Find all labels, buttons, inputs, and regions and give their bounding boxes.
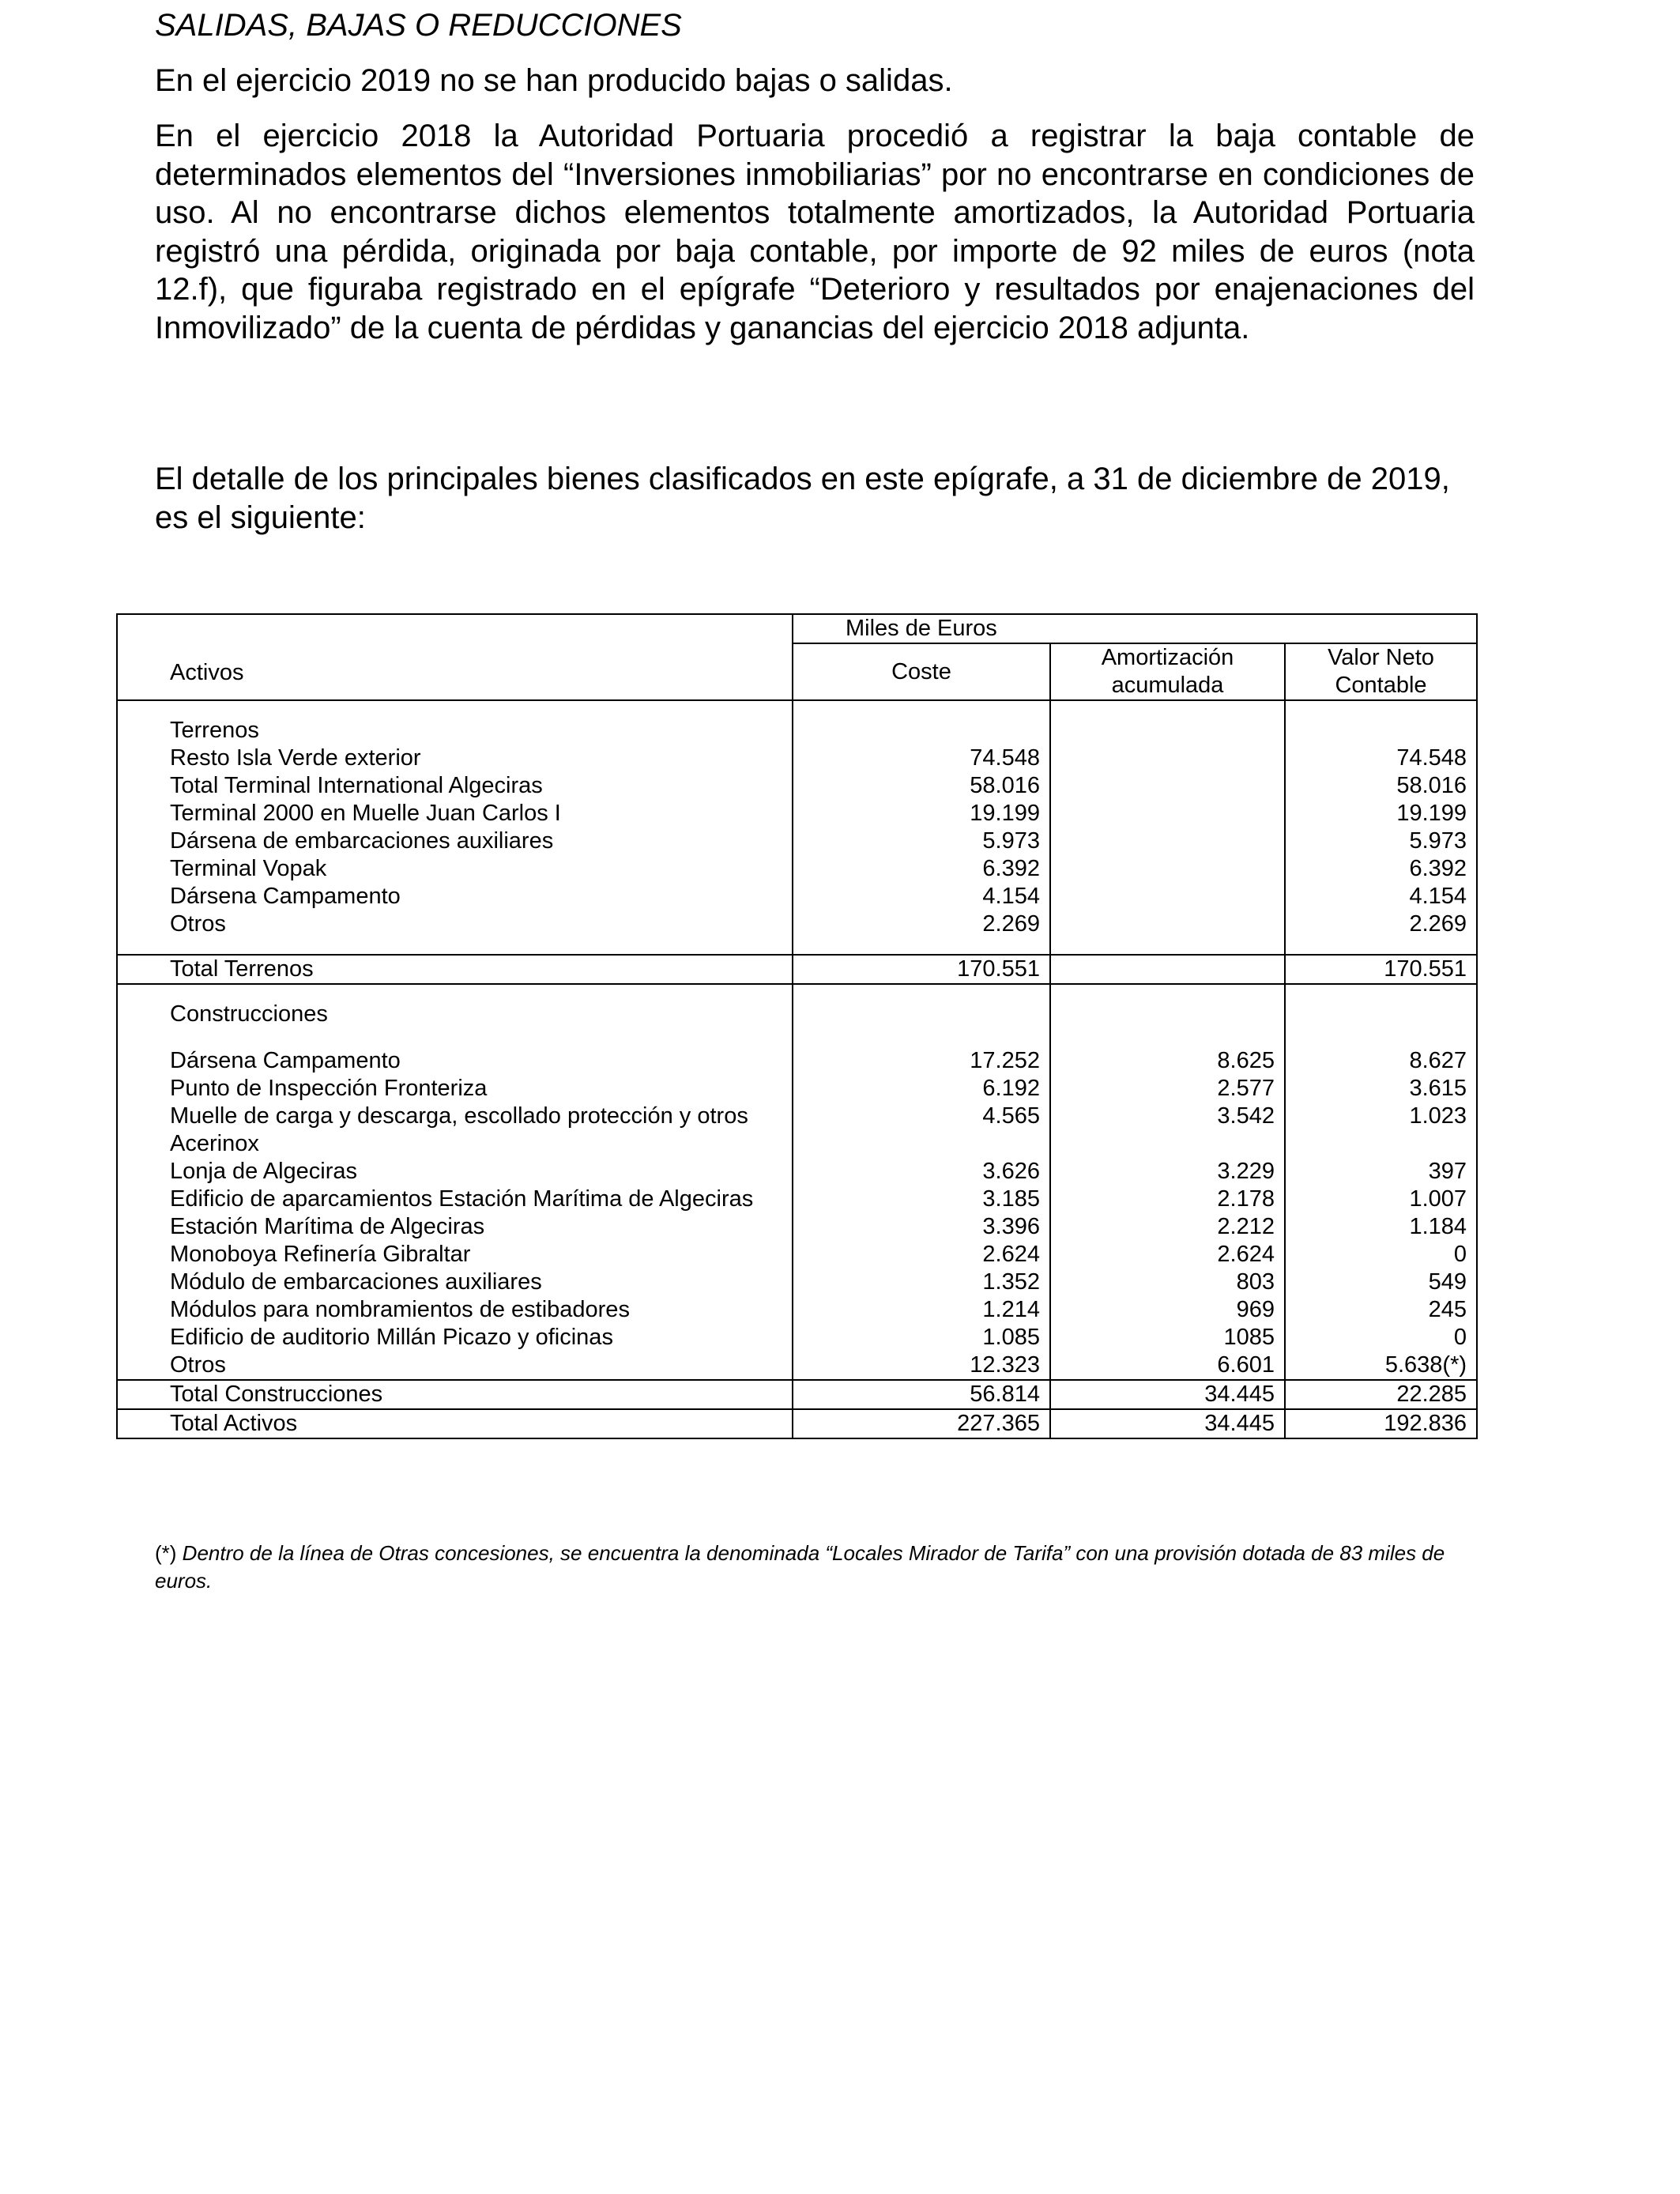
table-body	[117, 700, 1477, 1438]
cell-coste: 2.269	[793, 910, 1050, 938]
cell-coste: 19.199	[793, 800, 1050, 827]
header-activos: Activos	[117, 614, 793, 700]
cell-coste: 3.396	[793, 1213, 1050, 1241]
cell-activo: Terminal Vopak	[117, 855, 793, 883]
cell-coste: 227.365	[793, 1409, 1050, 1438]
cell-activo	[117, 984, 793, 1001]
cell-amortizacion	[1050, 984, 1285, 1001]
cell-coste: 1.214	[793, 1296, 1050, 1324]
cell-coste: 6.192	[793, 1075, 1050, 1103]
cell-activo: Dársena Campamento	[117, 1047, 793, 1075]
paragraph-2018-disposal: En el ejercicio 2018 la Autoridad Portuaria procedió a registrar la baja contable de determinados elementos del “Inversiones inmobiliarias” por no encontrarse en condiciones de uso. Al no encontrarse dichos elementos totalmente amortizados, la Autoridad Portuaria registró una pérdida, originada por baja contable, por importe de 92 miles de euros (nota 12.f), que figuraba registrado en el epígrafe “Deterioro y resultados por enajenaciones del Inmovilizado” de la cuenta de pérdidas y ganancias del ejercicio 2018 adjunta.	[155, 119, 1475, 345]
section-title-row	[117, 717, 1477, 745]
cell-amortizacion	[1050, 1001, 1285, 1028]
cell-activo: Terrenos	[117, 717, 793, 745]
footnote	[155, 1540, 1467, 1595]
spacer-row	[117, 938, 1477, 955]
spacer-row	[117, 984, 1477, 1001]
cell-activo: Terminal 2000 en Muelle Juan Carlos I	[117, 800, 793, 827]
table-row	[117, 1213, 1477, 1241]
cell-valor-neto	[1285, 1028, 1477, 1047]
cell-activo: Estación Marítima de Algeciras	[117, 1213, 793, 1241]
cell-valor-neto	[1285, 938, 1477, 955]
cell-valor-neto: 5.638(*)	[1285, 1351, 1477, 1380]
cell-coste	[793, 1001, 1050, 1028]
table-row	[117, 772, 1477, 800]
cell-amortizacion: 2.178	[1050, 1186, 1285, 1213]
footnote-text: Dentro de la línea de Otras concesiones, se encuentra la denominada “Locales Mirador de Tarifa” con una provisión dotada de 83 miles de euros.	[155, 1541, 1445, 1593]
table-row	[117, 1324, 1477, 1351]
cell-valor-neto: 0	[1285, 1241, 1477, 1269]
cell-coste	[793, 938, 1050, 955]
table-row	[117, 827, 1477, 855]
table-header	[117, 614, 1477, 700]
cell-amortizacion: 3.229	[1050, 1158, 1285, 1186]
cell-coste: 12.323	[793, 1351, 1050, 1380]
cell-activo	[117, 700, 793, 717]
table-row	[117, 1241, 1477, 1269]
cell-activo: Total Activos	[117, 1409, 793, 1438]
cell-valor-neto: 170.551	[1285, 955, 1477, 984]
cell-activo: Construcciones	[117, 1001, 793, 1028]
cell-amortizacion: 34.445	[1050, 1380, 1285, 1409]
section-heading: SALIDAS, BAJAS O REDUCCIONES	[155, 8, 682, 43]
cell-activo: Edificio de aparcamientos Estación Marítima de Algeciras	[117, 1186, 793, 1213]
cell-coste	[793, 984, 1050, 1001]
cell-coste: 58.016	[793, 772, 1050, 800]
grand-total-row	[117, 1409, 1477, 1438]
cell-valor-neto: 0	[1285, 1324, 1477, 1351]
cell-coste: 4.565	[793, 1103, 1050, 1158]
cell-coste: 4.154	[793, 883, 1050, 910]
cell-coste	[793, 1028, 1050, 1047]
table-row	[117, 1351, 1477, 1380]
paragraph-table-intro: El detalle de los principales bienes clasificados en este epígrafe, a 31 de diciembre de 2019, es el siguiente:	[155, 462, 1450, 535]
cell-activo: Total Construcciones	[117, 1380, 793, 1409]
cell-activo: Muelle de carga y descarga, escollado protección y otros Acerinox	[117, 1103, 793, 1158]
cell-coste: 3.185	[793, 1186, 1050, 1213]
cell-activo: Otros	[117, 1351, 793, 1380]
cell-coste: 5.973	[793, 827, 1050, 855]
cell-coste: 56.814	[793, 1380, 1050, 1409]
cell-amortizacion: 2.577	[1050, 1075, 1285, 1103]
cell-amortizacion: 34.445	[1050, 1409, 1285, 1438]
section-title-row	[117, 1001, 1477, 1028]
header-coste: Coste	[793, 643, 1050, 700]
cell-activo: Otros	[117, 910, 793, 938]
cell-amortizacion	[1050, 772, 1285, 800]
cell-valor-neto: 1.023	[1285, 1103, 1477, 1158]
cell-activo: Total Terminal International Algeciras	[117, 772, 793, 800]
cell-valor-neto: 1.007	[1285, 1186, 1477, 1213]
cell-activo: Dársena de embarcaciones auxiliares	[117, 827, 793, 855]
total-row	[117, 955, 1477, 984]
cell-activo: Lonja de Algeciras	[117, 1158, 793, 1186]
cell-coste	[793, 717, 1050, 745]
cell-amortizacion	[1050, 700, 1285, 717]
spacer-row	[117, 1028, 1477, 1047]
cell-valor-neto	[1285, 717, 1477, 745]
cell-activo	[117, 938, 793, 955]
cell-amortizacion	[1050, 717, 1285, 745]
header-amortizacion: Amortización acumulada	[1050, 643, 1285, 700]
total-row	[117, 1380, 1477, 1409]
cell-valor-neto: 549	[1285, 1269, 1477, 1296]
cell-coste: 17.252	[793, 1047, 1050, 1075]
cell-valor-neto: 6.392	[1285, 855, 1477, 883]
cell-activo: Edificio de auditorio Millán Picazo y oficinas	[117, 1324, 793, 1351]
cell-valor-neto: 22.285	[1285, 1380, 1477, 1409]
cell-valor-neto: 1.184	[1285, 1213, 1477, 1241]
header-valor-neto: Valor Neto Contable	[1285, 643, 1477, 700]
cell-valor-neto: 19.199	[1285, 800, 1477, 827]
cell-amortizacion	[1050, 955, 1285, 984]
cell-amortizacion	[1050, 910, 1285, 938]
cell-amortizacion: 1085	[1050, 1324, 1285, 1351]
cell-amortizacion	[1050, 938, 1285, 955]
cell-coste: 1.085	[793, 1324, 1050, 1351]
table-row	[117, 883, 1477, 910]
cell-activo: Punto de Inspección Fronteriza	[117, 1075, 793, 1103]
cell-activo: Monoboya Refinería Gibraltar	[117, 1241, 793, 1269]
cell-amortizacion	[1050, 827, 1285, 855]
cell-amortizacion: 2.212	[1050, 1213, 1285, 1241]
table-row	[117, 1186, 1477, 1213]
cell-amortizacion	[1050, 1028, 1285, 1047]
cell-amortizacion: 2.624	[1050, 1241, 1285, 1269]
table-row	[117, 910, 1477, 938]
table-row	[117, 1047, 1477, 1075]
table-row	[117, 1269, 1477, 1296]
table-row	[117, 1103, 1477, 1158]
cell-activo	[117, 1028, 793, 1047]
cell-valor-neto: 192.836	[1285, 1409, 1477, 1438]
cell-coste: 170.551	[793, 955, 1050, 984]
cell-amortizacion: 969	[1050, 1296, 1285, 1324]
cell-valor-neto	[1285, 984, 1477, 1001]
cell-valor-neto: 245	[1285, 1296, 1477, 1324]
cell-valor-neto: 8.627	[1285, 1047, 1477, 1075]
cell-amortizacion: 6.601	[1050, 1351, 1285, 1380]
cell-amortizacion: 803	[1050, 1269, 1285, 1296]
cell-valor-neto: 397	[1285, 1158, 1477, 1186]
table-row	[117, 1296, 1477, 1324]
paragraph-no-disposals: En el ejercicio 2019 no se han producido bajas o salidas.	[155, 63, 953, 98]
cell-valor-neto: 3.615	[1285, 1075, 1477, 1103]
footnote-mark: (*)	[155, 1541, 177, 1565]
header-miles-de-euros: Miles de Euros	[793, 614, 1477, 643]
table-row	[117, 745, 1477, 772]
cell-valor-neto: 5.973	[1285, 827, 1477, 855]
cell-valor-neto	[1285, 1001, 1477, 1028]
table-row	[117, 800, 1477, 827]
cell-coste: 74.548	[793, 745, 1050, 772]
cell-coste	[793, 700, 1050, 717]
cell-coste: 2.624	[793, 1241, 1050, 1269]
cell-activo: Resto Isla Verde exterior	[117, 745, 793, 772]
assets-table	[116, 613, 1478, 1439]
cell-activo: Total Terrenos	[117, 955, 793, 984]
cell-valor-neto	[1285, 700, 1477, 717]
table-row	[117, 1158, 1477, 1186]
cell-amortizacion	[1050, 855, 1285, 883]
cell-valor-neto: 4.154	[1285, 883, 1477, 910]
cell-coste: 3.626	[793, 1158, 1050, 1186]
cell-amortizacion	[1050, 745, 1285, 772]
spacer-row	[117, 700, 1477, 717]
cell-amortizacion	[1050, 883, 1285, 910]
cell-activo: Módulos para nombramientos de estibadores	[117, 1296, 793, 1324]
cell-activo: Módulo de embarcaciones auxiliares	[117, 1269, 793, 1296]
cell-amortizacion: 8.625	[1050, 1047, 1285, 1075]
cell-coste: 1.352	[793, 1269, 1050, 1296]
cell-activo: Dársena Campamento	[117, 883, 793, 910]
cell-valor-neto: 74.548	[1285, 745, 1477, 772]
cell-valor-neto: 58.016	[1285, 772, 1477, 800]
cell-valor-neto: 2.269	[1285, 910, 1477, 938]
cell-coste: 6.392	[793, 855, 1050, 883]
table-row	[117, 855, 1477, 883]
table-row	[117, 1075, 1477, 1103]
cell-amortizacion: 3.542	[1050, 1103, 1285, 1158]
cell-amortizacion	[1050, 800, 1285, 827]
